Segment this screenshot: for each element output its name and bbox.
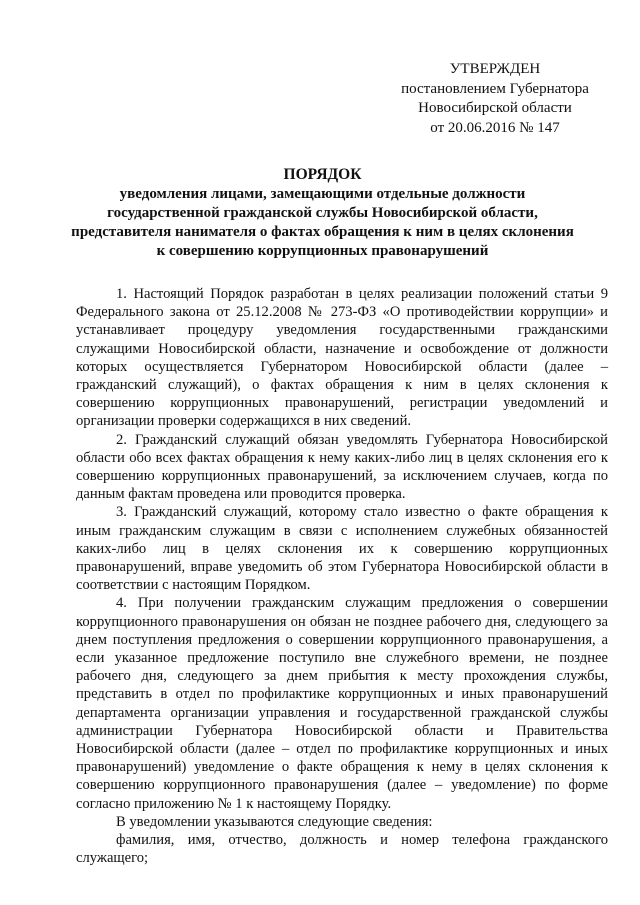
approval-line: Новосибирской области (418, 100, 572, 116)
paragraph-2: 2. Гражданский служащий обязан уведомлять Губернатора Новосибирской области обо всех фактах обращения к нему каких-либо лиц в целях склонения его к совершению коррупционных правонарушений, за исключением случаев, когда по данным фактам проведена или проводится проверка. (76, 431, 608, 503)
paragraph-1: 1. Настоящий Порядок разработан в целях реализации положений статьи 9 Федерального закона от 25.12.2008 № 273-ФЗ «О противодействии коррупции» и устанавливает процедуру уведомления государственными гражданскими служащими Новосибирской области, назначение и освобождение от должности которых осуществляется Губернатором Новосибирской области (далее – гражданский служащий), о фактах обращения к ним в целях склонения к совершению коррупционных правонарушений, регистрации уведомлений и организации проверки содержащихся в них сведений. (76, 286, 608, 430)
title-line: уведомления лицами, замещающими отдельные должности (119, 186, 526, 202)
title-line: представителя нанимателя о фактах обращения к ним в целях склонения (71, 224, 574, 240)
paragraph-list-intro: В уведомлении указываются следующие сведения: (116, 813, 433, 830)
approval-line: постановлением Губернатора (401, 80, 589, 97)
paragraph-list-item: фамилия, имя, отчество, должность и номер телефона гражданского служащего; (76, 832, 608, 867)
document-body (76, 285, 608, 868)
approval-heading: УТВЕРЖДЕН (449, 61, 541, 77)
approval-stamp-block (380, 60, 610, 138)
approval-date-number: от 20.06.2016 № 147 (430, 119, 560, 136)
paragraph-4: 4. При получении гражданским служащим предложения о совершении коррупционного правонарушения он обязан не позднее рабочего дня, следующего за днем поступления предложения о совершении коррупционного правонарушения, а если указанное предложение поступило вне служебного времени, не позднее рабочего дня, следующего за днем прибытия к месту прохождения службы, представить в отдел по профилактике коррупционных и иных правонарушений департамента организации управления и государственной гражданской службы администрации Губернатора Новосибирской области и Правительства Новосибирской области (далее – отдел по профилактике коррупционных и иных правонарушений) уведомление о факте обращения к нему в целях склонения к совершению коррупционного правонарушения (далее – уведомление) по форме согласно приложению № 1 к настоящему Порядку. (76, 595, 608, 812)
title-line: государственной гражданской службы Новосибирской области, (107, 205, 538, 221)
document-title (60, 165, 585, 261)
paragraph-3: 3. Гражданский служащий, которому стало известно о факте обращения к иным гражданским служащим в связи с исполнением служебных обязанностей каких-либо лиц в целях склонения их к совершению коррупционных правонарушений, вправе уведомить об этом Губернатора Новосибирской области в соответствии с настоящим Порядком. (76, 504, 608, 594)
title-main: ПОРЯДОК (283, 166, 362, 183)
title-line: к совершению коррупционных правонарушений (156, 243, 489, 259)
